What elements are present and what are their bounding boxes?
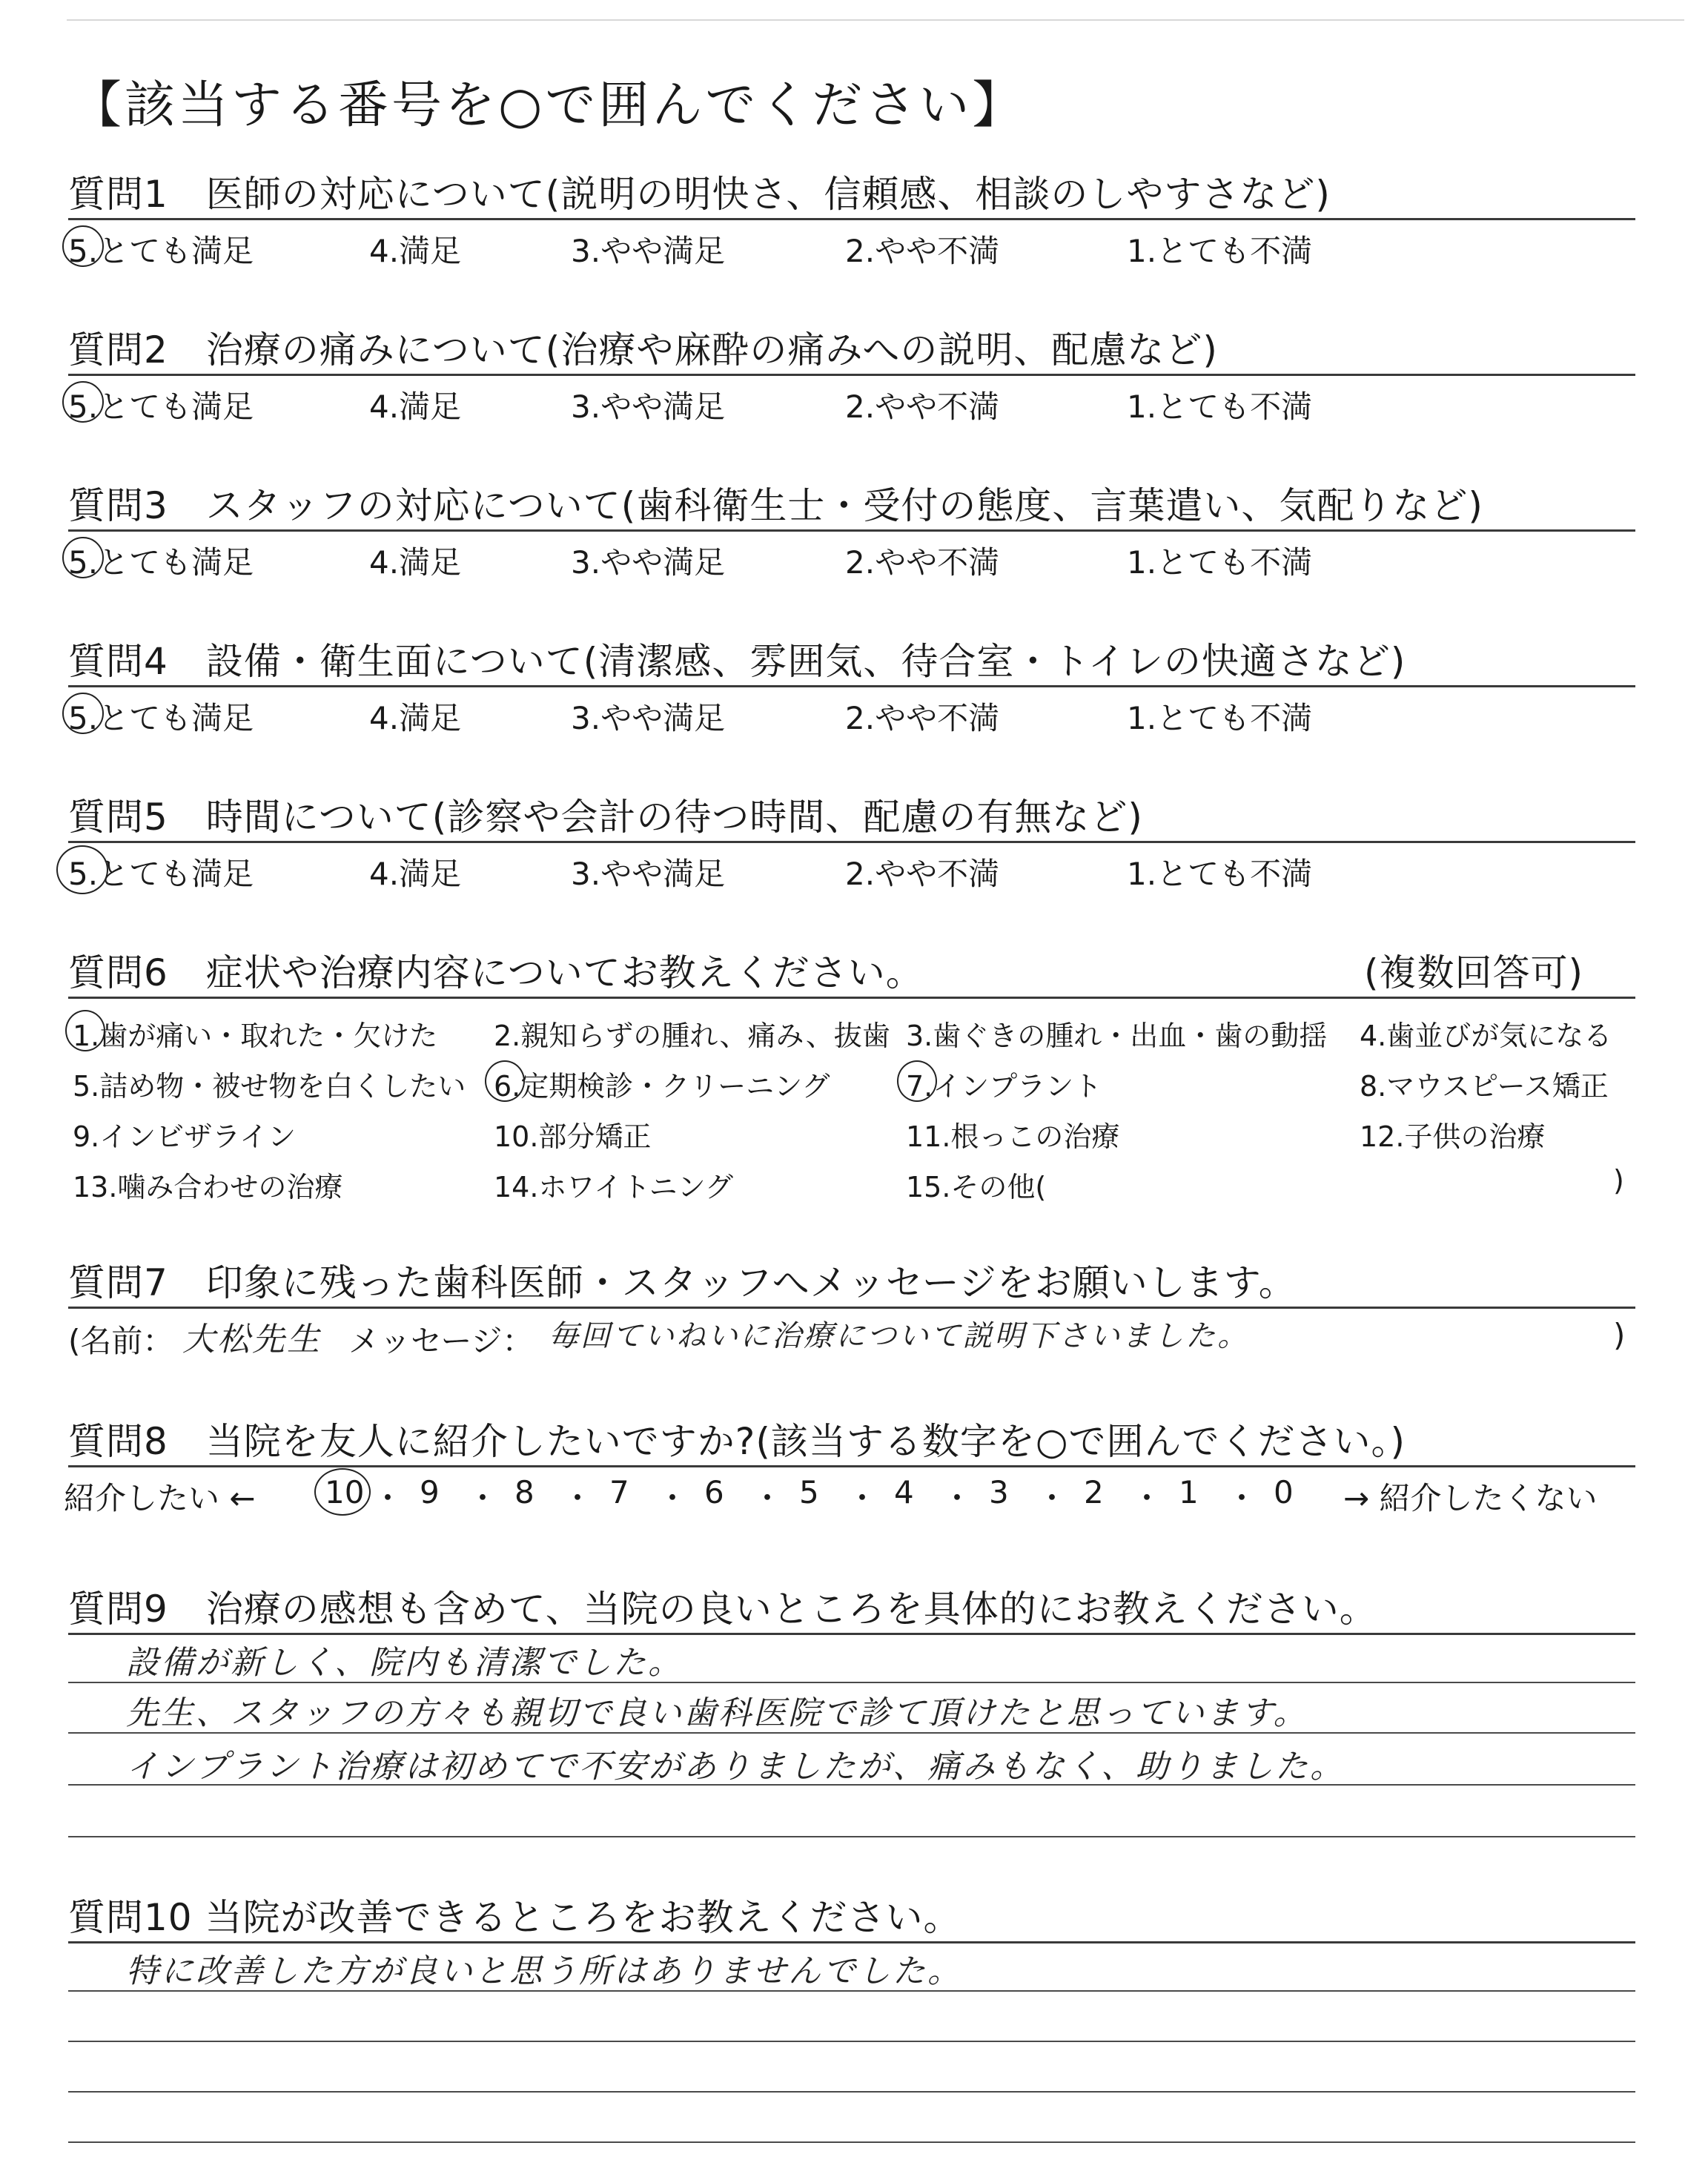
q4-option-4[interactable]: 4.満足 <box>369 700 462 736</box>
q5-selected-circle <box>56 845 108 894</box>
q10-rule <box>68 1941 1635 1943</box>
q1-selected-circle <box>62 225 104 267</box>
q7-close-paren: ) <box>1613 1317 1626 1353</box>
q7-title: 質問7 印象に残った歯科医師・スタッフへメッセージをお願いします。 <box>68 1261 1297 1304</box>
q6-title: 質問6 症状や治療内容についてお教えください。 <box>68 951 924 994</box>
q6-item-6[interactable]: 6.定期検診・クリーニング <box>494 1070 830 1103</box>
q8-title: 質問8 当院を友人に紹介したいですか?(該当する数字を○で囲んでください。) <box>68 1420 1406 1463</box>
q1-rule <box>68 218 1635 220</box>
q2-option-2[interactable]: 2.やや不満 <box>845 389 1000 425</box>
q1-title: 質問1 医師の対応について(説明の明快さ、信頼感、相談のしやすさなど) <box>68 173 1331 216</box>
q6-item-13[interactable]: 13.噛み合わせの治療 <box>73 1171 343 1203</box>
q8-scale-dot: ・ <box>657 1480 689 1516</box>
q6-item-7[interactable]: 7.インプラント <box>906 1070 1102 1103</box>
q3-rule <box>68 529 1635 532</box>
q8-scale-dot: ・ <box>1036 1480 1068 1516</box>
q8-scale-5[interactable]: 5 <box>799 1474 819 1510</box>
q4-rule <box>68 685 1635 687</box>
q4-option-2[interactable]: 2.やや不満 <box>845 700 1000 736</box>
q8-scale-dot: ・ <box>372 1480 404 1516</box>
q8-scale-4[interactable]: 4 <box>894 1474 914 1510</box>
q1-option-4[interactable]: 4.満足 <box>369 233 462 269</box>
q6-item-8[interactable]: 8.マウスピース矯正 <box>1360 1070 1609 1103</box>
q9-line-1 <box>68 1682 1635 1683</box>
q1-option-3[interactable]: 3.やや満足 <box>571 233 726 269</box>
q8-scale-dot: ・ <box>467 1480 499 1516</box>
q6-item-15[interactable]: 15.その他( <box>906 1171 1047 1203</box>
q8-scale-0[interactable]: 0 <box>1274 1474 1294 1510</box>
q6-rule <box>68 997 1635 999</box>
q2-option-1[interactable]: 1.とても不満 <box>1127 389 1313 425</box>
q7-name-label: (名前： <box>68 1323 174 1359</box>
q6-item-11[interactable]: 11.根っこの治療 <box>906 1120 1120 1153</box>
q6-item-2[interactable]: 2.親知らずの腫れ、痛み、抜歯 <box>494 1020 890 1052</box>
q9-line-4 <box>68 1836 1635 1837</box>
q1-option-1[interactable]: 1.とても不満 <box>1127 233 1313 269</box>
q8-scale-10[interactable]: 10 <box>325 1474 365 1510</box>
q8-scale-dot: ・ <box>847 1480 878 1516</box>
q5-rule <box>68 841 1635 843</box>
q6-item-4[interactable]: 4.歯並びが気になる <box>1360 1020 1612 1052</box>
q8-scale-6[interactable]: 6 <box>704 1474 724 1510</box>
q8-scale-2[interactable]: 2 <box>1084 1474 1104 1510</box>
q6-item-14[interactable]: 14.ホワイトニング <box>494 1171 734 1203</box>
q8-selected-circle <box>314 1468 371 1516</box>
q5-option-1[interactable]: 1.とても不満 <box>1127 856 1313 892</box>
q10-answer-line-1[interactable]: 特に改善した方が良いと思う所はありませんでした。 <box>126 1952 962 1990</box>
q8-rule <box>68 1465 1635 1467</box>
q8-scale-1[interactable]: 1 <box>1179 1474 1199 1510</box>
q8-scale-dot: ・ <box>562 1480 594 1516</box>
q5-option-3[interactable]: 3.やや満足 <box>571 856 726 892</box>
q10-line-1 <box>68 1990 1635 1992</box>
q3-option-2[interactable]: 2.やや不満 <box>845 544 1000 581</box>
q7-rule <box>68 1307 1635 1309</box>
q1-option-2[interactable]: 2.やや不満 <box>845 233 1000 269</box>
q6-item-10[interactable]: 10.部分矯正 <box>494 1120 652 1153</box>
q2-selected-circle <box>62 381 104 423</box>
q9-rule <box>68 1633 1635 1635</box>
q9-line-2 <box>68 1732 1635 1734</box>
q8-scale-3[interactable]: 3 <box>989 1474 1009 1510</box>
q3-title: 質問3 スタッフの対応について(歯科衛生士・受付の態度、言葉遣い、気配りなど) <box>68 484 1483 527</box>
q7-name-value[interactable]: 大松先生 <box>182 1321 322 1358</box>
page-title: 【該当する番号を○で囲んでください】 <box>71 76 1026 135</box>
q4-selected-circle <box>62 693 104 734</box>
q4-option-1[interactable]: 1.とても不満 <box>1127 700 1313 736</box>
q9-answer-line-1[interactable]: 設備が新しく、院内も清潔でした。 <box>126 1644 683 1682</box>
q8-right-label: → 紹介したくない <box>1343 1480 1598 1516</box>
q6-item-15-close: ) <box>1613 1164 1624 1197</box>
q9-answer-line-3[interactable]: インプラント治療は初めてで不安がありましたが、痛みもなく、助りました。 <box>126 1748 1345 1786</box>
q8-scale-8[interactable]: 8 <box>514 1474 534 1510</box>
q6-item-9[interactable]: 9.インビザライン <box>73 1120 297 1153</box>
q10-line-2 <box>68 2041 1635 2042</box>
q6-item-3[interactable]: 3.歯ぐきの腫れ・出血・歯の動揺 <box>906 1020 1328 1052</box>
q3-option-4[interactable]: 4.満足 <box>369 544 462 581</box>
q8-scale-dot: ・ <box>941 1480 973 1516</box>
q4-option-5[interactable]: 5.とても満足 <box>68 700 254 736</box>
q8-scale-dot: ・ <box>1226 1480 1258 1516</box>
q7-message-value[interactable]: 毎回ていねいに治療について説明下さいました。 <box>549 1319 1250 1353</box>
q2-option-5[interactable]: 5.とても満足 <box>68 389 254 425</box>
q9-answer-line-2[interactable]: 先生、スタッフの方々も親切で良い歯科医院で診て頂けたと思っています。 <box>126 1694 1308 1732</box>
q5-option-2[interactable]: 2.やや不満 <box>845 856 1000 892</box>
q2-rule <box>68 374 1635 376</box>
q9-line-3 <box>68 1784 1635 1786</box>
q2-option-4[interactable]: 4.満足 <box>369 389 462 425</box>
q3-option-5[interactable]: 5.とても満足 <box>68 544 254 581</box>
q6-note: (複数回答可) <box>1364 951 1584 994</box>
q8-scale-7[interactable]: 7 <box>609 1474 629 1510</box>
q5-option-4[interactable]: 4.満足 <box>369 856 462 892</box>
q3-option-3[interactable]: 3.やや満足 <box>571 544 726 581</box>
q6-item-5[interactable]: 5.詰め物・被せ物を白くしたい <box>73 1070 466 1103</box>
q10-line-4 <box>68 2141 1635 2143</box>
q6-selected-circle-7 <box>897 1060 937 1102</box>
q4-option-3[interactable]: 3.やや満足 <box>571 700 726 736</box>
q3-selected-circle <box>62 537 104 578</box>
q2-title: 質問2 治療の痛みについて(治療や麻酔の痛みへの説明、配慮など) <box>68 328 1218 371</box>
q6-item-1[interactable]: 1.歯が痛い・取れた・欠けた <box>73 1020 438 1052</box>
q5-title: 質問5 時間について(診察や会計の待つ時間、配慮の有無など) <box>68 796 1143 839</box>
q8-scale-dot: ・ <box>752 1480 784 1516</box>
q2-option-3[interactable]: 3.やや満足 <box>571 389 726 425</box>
q10-title: 質問10 当院が改善できるところをお教えください。 <box>68 1896 961 1939</box>
q6-item-12[interactable]: 12.子供の治療 <box>1360 1120 1546 1153</box>
q8-scale-9[interactable]: 9 <box>420 1474 440 1510</box>
q9-title: 質問9 治療の感想も含めて、当院の良いところを具体的にお教えください。 <box>68 1588 1377 1631</box>
q3-option-1[interactable]: 1.とても不満 <box>1127 544 1313 581</box>
q6-selected-circle-6 <box>485 1060 525 1102</box>
top-border <box>67 19 1684 21</box>
q6-selected-circle-1 <box>65 1010 105 1051</box>
q4-title: 質問4 設備・衛生面について(清潔感、雰囲気、待合室・トイレの快適さなど) <box>68 640 1406 683</box>
q1-option-5[interactable]: 5.とても満足 <box>68 233 254 269</box>
q5-option-5[interactable]: 5.とても満足 <box>68 856 254 892</box>
q7-message-label: メッセージ： <box>348 1323 534 1359</box>
q8-scale-dot: ・ <box>1131 1480 1163 1516</box>
q8-left-label: 紹介したい ← <box>64 1480 256 1516</box>
q10-line-3 <box>68 2091 1635 2093</box>
